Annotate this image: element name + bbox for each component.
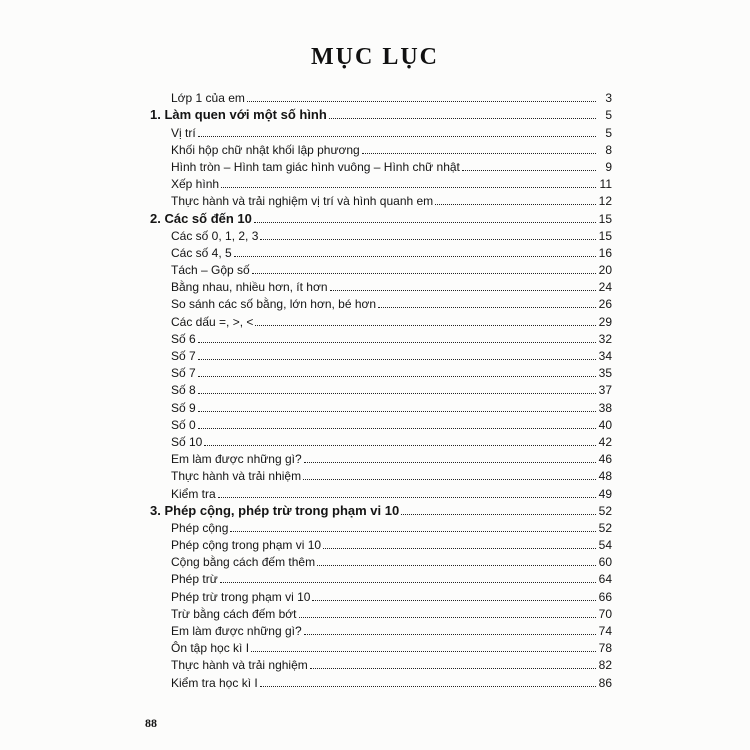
- toc-entry: [150, 466, 612, 483]
- toc-entry-label: Xếp hình: [171, 177, 220, 192]
- toc-entry-label: Tách – Gộp số: [171, 263, 250, 278]
- toc-entry: [150, 655, 612, 672]
- toc-entry-page-number: 42: [598, 434, 612, 449]
- toc-entry: [150, 415, 612, 432]
- toc-entry-label: Phép trừ: [171, 572, 218, 587]
- toc-entry-label: Phép trừ trong phạm vi 10: [171, 589, 311, 604]
- toc-entry: [150, 449, 612, 466]
- toc-entry: [150, 122, 612, 139]
- toc-entry-page-number: 5: [605, 108, 612, 123]
- toc-chapter-entry: [150, 105, 612, 122]
- toc-entry-label: Bằng nhau, nhiều hơn, ít hơn: [171, 280, 328, 295]
- toc-entry-label: Vị trí: [171, 125, 196, 140]
- toc-entry-label: Kiểm tra học kì I: [171, 675, 258, 690]
- toc-entry: [150, 311, 612, 328]
- toc-entry: [150, 226, 612, 243]
- toc-entry-label: Thực hành và trải nghiệm: [171, 658, 308, 673]
- dot-leader: [303, 479, 596, 480]
- toc-entry-label: Các dấu =, >, <: [171, 314, 254, 329]
- dot-leader: [218, 497, 596, 498]
- toc-entry: [150, 294, 612, 311]
- toc-entry-page-number: 86: [598, 675, 612, 690]
- toc-entry: [150, 604, 612, 621]
- toc-entry-label: Số 9: [171, 400, 196, 415]
- dot-leader: [378, 307, 596, 308]
- toc-entry-page-number: 66: [598, 589, 612, 604]
- toc-entry: [150, 569, 612, 586]
- dot-leader: [260, 239, 596, 240]
- dot-leader: [204, 445, 596, 446]
- toc-entry-page-number: 64: [598, 572, 612, 587]
- dot-leader: [198, 136, 596, 137]
- dot-leader: [312, 600, 596, 601]
- dot-leader: [323, 548, 596, 549]
- toc-entry-page-number: 16: [598, 245, 612, 260]
- toc-entry-label: Số 7: [171, 366, 196, 381]
- dot-leader: [330, 290, 596, 291]
- toc-entry-label: Số 6: [171, 331, 196, 346]
- page-title: MỤC LỤC: [311, 44, 439, 70]
- toc-entry: [150, 140, 612, 157]
- toc-entry-label: Khối hộp chữ nhật khối lập phương: [171, 142, 360, 157]
- toc-entry-page-number: 40: [598, 417, 612, 432]
- toc-entry: [150, 380, 612, 397]
- toc-entry-label: Ôn tập học kì I: [171, 641, 250, 656]
- toc-entry-page-number: 34: [598, 349, 612, 363]
- toc-entry-label: Em làm được những gì?: [171, 452, 302, 467]
- toc-entry-page-number: 60: [598, 555, 612, 570]
- toc-entry-page-number: 82: [598, 658, 612, 673]
- dot-leader: [260, 686, 596, 687]
- dot-leader: [317, 565, 596, 566]
- dot-leader: [198, 342, 596, 343]
- toc-entry-page-number: 8: [605, 142, 612, 157]
- dot-leader: [198, 359, 596, 360]
- toc-entry-page-number: 52: [598, 503, 612, 518]
- dot-leader: [362, 153, 596, 154]
- toc-entry: [150, 518, 612, 535]
- toc-entry: [150, 277, 612, 294]
- toc-entry-label: Số 0: [171, 417, 196, 432]
- toc-entry-label: Số 7: [171, 349, 196, 363]
- toc-entry-label: Các số 0, 1, 2, 3: [171, 228, 259, 243]
- toc-entry-page-number: 20: [598, 263, 612, 278]
- toc-entry-label: Hình tròn – Hình tam giác hình vuông – Hình chữ nhật: [171, 159, 460, 174]
- toc-entry: [150, 88, 612, 105]
- dot-leader: [198, 411, 596, 412]
- toc-entry-page-number: 38: [598, 400, 612, 415]
- toc-entry-page-number: 49: [598, 486, 612, 501]
- dot-leader: [329, 118, 596, 119]
- toc-entry-page-number: 11: [599, 177, 612, 192]
- dot-leader: [255, 325, 596, 326]
- toc-entry-page-number: 9: [605, 159, 612, 174]
- dot-leader: [198, 376, 596, 377]
- toc-entry: [150, 157, 612, 174]
- dot-leader: [198, 393, 596, 394]
- toc-entry-label: Số 10: [171, 434, 203, 449]
- toc-entry-label: Thực hành và trải nhiệm: [171, 469, 302, 484]
- toc-entry: [150, 260, 612, 277]
- toc-entry-page-number: 46: [598, 452, 612, 467]
- toc-entry: [150, 329, 612, 346]
- toc-entry-label: Cộng bằng cách đếm thêm: [171, 555, 316, 570]
- dot-leader: [220, 582, 596, 583]
- toc-entry-label: Trừ bằng cách đếm bớt: [171, 606, 297, 621]
- dot-leader: [304, 462, 596, 463]
- toc-entry: [150, 346, 612, 363]
- toc-entry-label: Phép cộng trong phạm vi 10: [171, 538, 322, 553]
- toc-entry-page-number: 35: [598, 366, 612, 381]
- toc-entry-label: Thực hành và trải nghiệm vị trí và hình quanh em: [171, 194, 434, 209]
- toc-entry-page-number: 74: [598, 624, 612, 638]
- dot-leader: [299, 617, 596, 618]
- toc-entry-page-number: 5: [605, 125, 612, 140]
- toc-entry-label: 3. Phép cộng, phép trừ trong phạm vi 10: [150, 502, 400, 518]
- toc-entry: [150, 672, 612, 689]
- toc-entry-label: Các số 4, 5: [171, 245, 232, 260]
- toc-entry-page-number: 52: [598, 520, 612, 535]
- toc-entry-label: Số 8: [171, 383, 196, 398]
- toc-entry-page-number: 78: [598, 641, 612, 656]
- toc-entry-page-number: 32: [598, 331, 612, 346]
- dot-leader: [247, 101, 596, 102]
- dot-leader: [221, 187, 596, 188]
- toc-entry-page-number: 37: [598, 383, 612, 398]
- toc-entry-page-number: 29: [598, 314, 612, 329]
- toc-entry-page-number: 70: [598, 606, 612, 621]
- toc-entry: [150, 243, 612, 260]
- toc-entry: [150, 191, 612, 208]
- toc-entry: [150, 621, 612, 638]
- dot-leader: [435, 204, 596, 205]
- dot-leader: [234, 256, 596, 257]
- dot-leader: [230, 531, 596, 532]
- dot-leader: [304, 634, 596, 635]
- toc-entry: [150, 174, 612, 191]
- toc-entry-label: Lớp 1 của em: [171, 91, 245, 106]
- toc-entry-page-number: 54: [598, 538, 612, 553]
- toc-entry: [150, 397, 612, 414]
- toc-entry: [150, 363, 612, 380]
- toc-entry: [150, 552, 612, 569]
- toc-entry: [150, 586, 612, 603]
- toc-entry: [150, 432, 612, 449]
- dot-leader: [401, 514, 596, 515]
- toc-entry-page-number: 26: [598, 297, 612, 312]
- dot-leader: [252, 273, 596, 274]
- toc-entry-page-number: 15: [598, 228, 612, 243]
- dot-leader: [310, 668, 596, 669]
- toc-entry: [150, 638, 612, 655]
- toc-chapter-entry: [150, 501, 612, 518]
- footer-page-number: 88: [145, 716, 157, 730]
- toc-entry-label: Kiểm tra: [171, 486, 216, 501]
- toc-chapter-entry: [150, 208, 612, 225]
- toc-entry: [150, 535, 612, 552]
- toc-entry: [150, 483, 612, 500]
- toc-entry-label: Em làm được những gì?: [171, 624, 302, 638]
- toc-entry-page-number: 3: [605, 91, 612, 106]
- toc-entry-page-number: 24: [598, 280, 612, 295]
- toc-entry-page-number: 12: [598, 194, 612, 209]
- toc-entry-page-number: 48: [598, 469, 612, 484]
- toc-entry-label: Phép cộng: [171, 520, 229, 535]
- toc-entry-page-number: 15: [598, 211, 612, 226]
- table-of-contents: [150, 88, 612, 690]
- toc-entry-label: So sánh các số bằng, lớn hơn, bé hơn: [171, 297, 377, 312]
- toc-entry-label: 1. Làm quen với một số hình: [150, 107, 327, 123]
- dot-leader: [462, 170, 596, 171]
- dot-leader: [198, 428, 596, 429]
- dot-leader: [251, 651, 596, 652]
- dot-leader: [254, 222, 596, 223]
- toc-entry-label: 2. Các số đến 10: [150, 210, 252, 226]
